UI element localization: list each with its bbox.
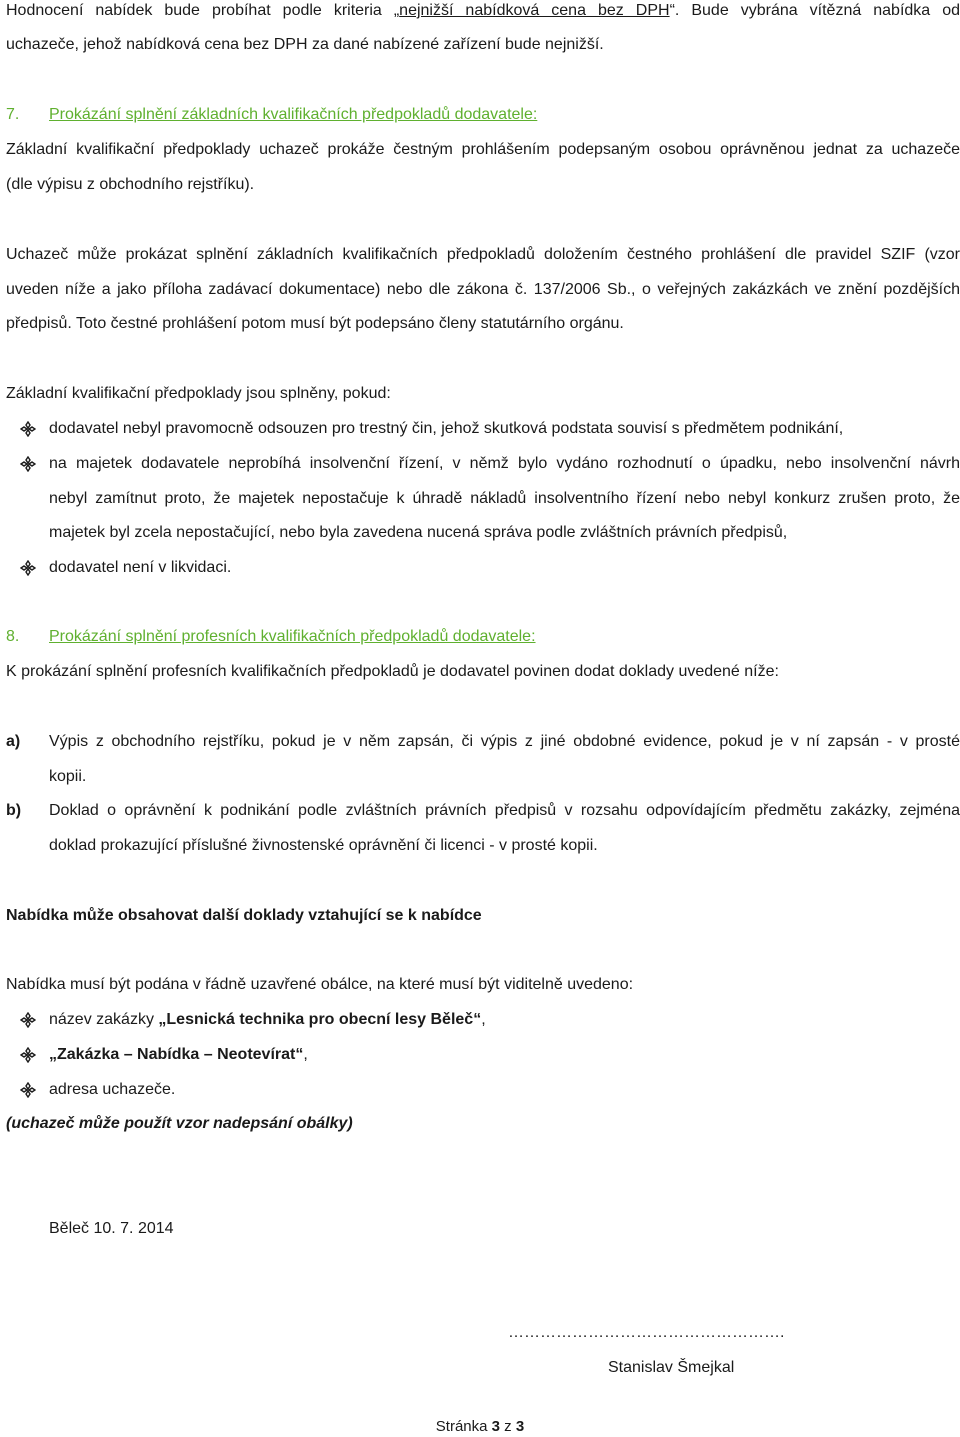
envelope-item-1-suffix: , [481,1011,486,1028]
diamond-bullet-icon [20,1082,36,1098]
footer-middle: z [500,1418,516,1435]
item-a-line-2: kopii. [49,768,87,785]
bullet-text-2-line-3: majetek byl zcela nepostačující, nebo byla zavedena nucená správa podle zvláštních právních předpisů, [49,524,788,541]
footer-page-total: 3 [515,1418,525,1435]
item-b-line-1: Doklad o oprávnění k podnikání podle zvláštních právních předpisů v rozsahu odpovídajícím předmětu zakázky, zejména [49,802,960,819]
signatory-name: Stanislav Šmejkal [608,1359,735,1376]
signature-dots: ……………………………………………. [508,1324,785,1341]
envelope-item-2-suffix: , [303,1046,308,1063]
section-8-intro: K prokázání splnění profesních kvalifikačních předpokladů je dodavatel povinen dodat doklady uvedené níže: [6,663,779,680]
intro-text-a: Hodnocení nabídek bude probíhat podle kriteria „ [6,2,400,19]
section-7-p1-line-2: (dle výpisu z obchodního rejstříku). [6,176,255,193]
item-b-line-2: doklad prokazující příslušné živnostenské oprávnění či licenci - v prosté kopii. [49,837,598,854]
section-8-number: 8. [6,628,20,645]
section-7-p2-line-2: uveden níže a jako příloha zadávací dokumentace) nebo dle zákona č. 137/2006 Sb., o veřejných zakázkách ve znění pozdějších [6,281,960,298]
footer-prefix: Stránka [435,1418,492,1435]
envelope-intro: Nabídka musí být podána v řádně uzavřené obálce, na které musí být viditelně uvedeno: [6,976,634,993]
item-a-label: a) [6,733,21,750]
section-8-title: Prokázání splnění profesních kvalifikačních předpokladů dodavatele: [49,628,536,645]
intro-line-1 [6,0,960,22]
intro-text-b: “. Bude vybrána vítězná nabídka od [669,2,960,19]
footer-page-number: 3 [491,1418,501,1435]
diamond-bullet-icon [20,1047,36,1063]
contract-name: „Lesnická technika pro obecní lesy Běleč“ [158,1011,482,1028]
extra-documents-heading: Nabídka může obsahovat další doklady vztahující se k nabídce [6,907,482,924]
criterion-text: nejnižší nabídková cena bez DPH [399,2,670,19]
envelope-item-1-prefix: název zakázky [49,1011,159,1028]
bullet-text-1: dodavatel nebyl pravomocně odsouzen pro trestný čin, jehož skutková podstata souvisí s předmětem podnikání, [49,420,844,437]
bullet-text-3: dodavatel není v likvidaci. [49,559,232,576]
diamond-bullet-icon [20,456,36,472]
section-7-title: Prokázání splnění základních kvalifikačních předpokladů dodavatele: [49,106,538,123]
section-7-p2-line-3: předpisů. Toto čestné prohlášení potom musí být podepsáno členy statutárního orgánu. [6,315,624,332]
envelope-item-3-text: adresa uchazeče. [49,1081,176,1098]
section-7-p2-line-1: Uchazeč může prokázat splnění základních kvalifikačních předpokladů doložením čestného prohlášení dle pravidel SZIF (vzor [6,246,960,263]
envelope-item-1-text [49,1009,960,1031]
diamond-bullet-icon [20,421,36,437]
diamond-bullet-icon [20,560,36,576]
section-7-number: 7. [6,106,20,123]
section-7-p1-line-1: Základní kvalifikační předpoklady uchazeč prokáže čestným prohlášením podepsaným osobou oprávněnou jednat za uchazeče [6,141,960,158]
bullet-text-2-line-1: na majetek dodavatele neprobíhá insolvenční řízení, v němž bylo vydáno rozhodnutí o úpadku, nebo insolvenční návrh [49,455,960,472]
envelope-note: (uchazeč může použít vzor nadepsání obálky) [6,1115,353,1132]
intro-line-2: uchazeče, jehož nabídková cena bez DPH za dané nabízené zařízení bude nejnižší. [6,36,604,53]
page-footer [0,1418,960,1435]
place-date: Běleč 10. 7. 2014 [49,1220,174,1237]
item-a-line-1: Výpis z obchodního rejstříku, pokud je v něm zapsán, či výpis z jiné obdobné evidence, pokud je v ní zapsán - v prosté [49,733,960,750]
bullet-text-2-line-2: nebyl zamítnut proto, že majetek nepostačuje k úhradě nákladů insolventního řízení nebo nebyl konkurz zrušen proto, že [49,490,960,507]
envelope-item-2-text [49,1044,960,1066]
do-not-open-label: „Zakázka – Nabídka – Neotevírat“ [49,1046,304,1063]
diamond-bullet-icon [20,1012,36,1028]
section-7-p3: Základní kvalifikační předpoklady jsou splněny, pokud: [6,385,391,402]
item-b-label: b) [6,802,22,819]
